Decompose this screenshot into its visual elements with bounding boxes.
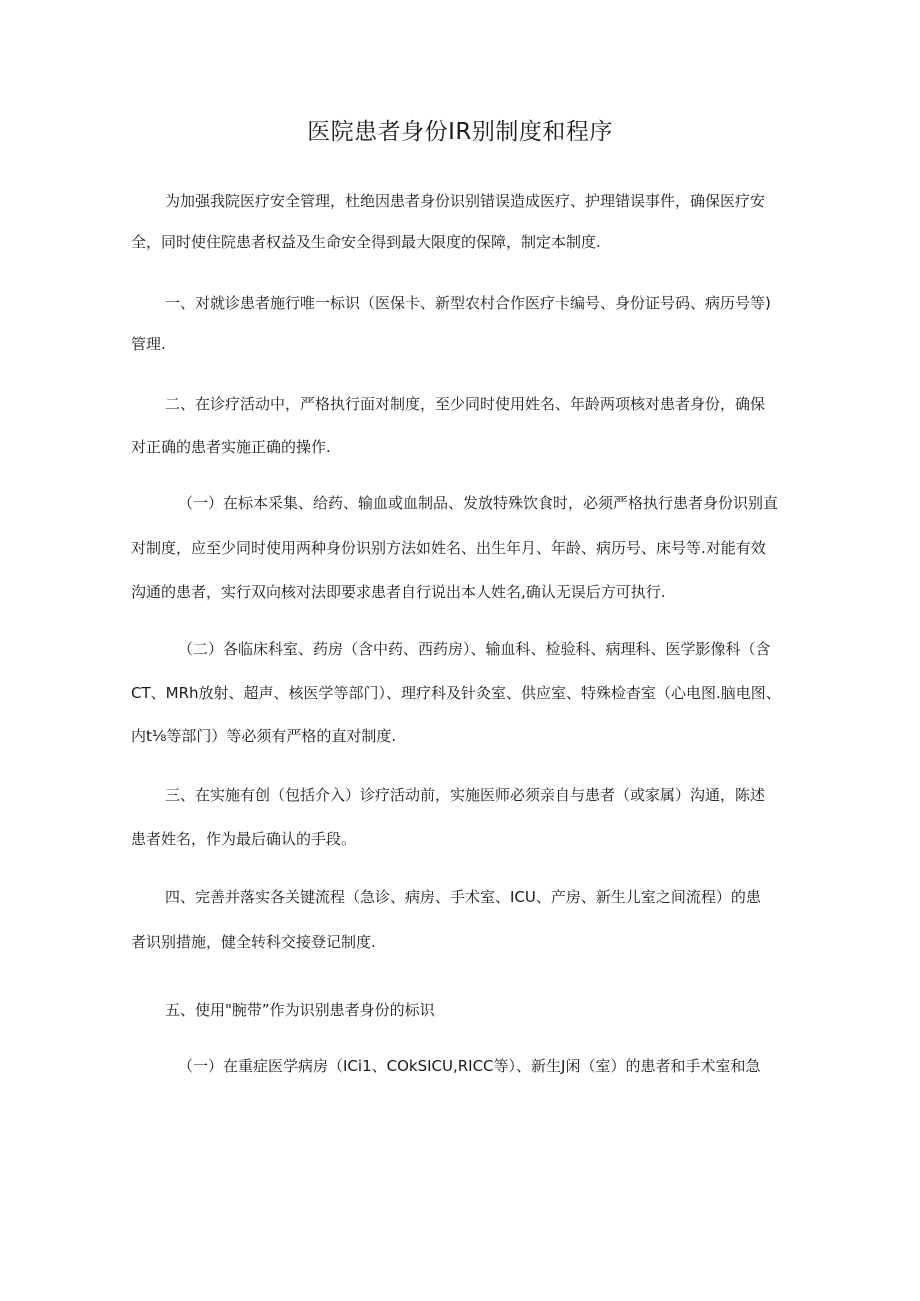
paragraph-line: 为加强我院医疗安全管理，杜绝因患者身份识别错误造成医疗、护理错误事件，确保医疗安	[165, 192, 766, 210]
paragraph-line: 内t⅛等部门）等必须有严格的直对制度.	[131, 727, 397, 745]
paragraph-line: 沟通的患者，实行双向核对法即要求患者自行说出本人姓名,确认无误后方可执行.	[131, 583, 666, 601]
paragraph-line: 三、在实施有创（包括介入）诊疗活动前，实施医师必须亲自与患者（或家属）沟通，陈述	[165, 786, 766, 804]
paragraph-line: 五、使用"腕带”作为识别患者身份的标识	[165, 1001, 435, 1019]
paragraph-line: 管理.	[131, 335, 166, 353]
paragraph-line: （二）各临床科室、药房（含中药、西药房）、输血科、检验科、病理科、医学影像科（含	[178, 640, 771, 658]
paragraph-line: CT、MRh放射、超声、核医学等部门）、理疗科及针灸室、供应室、特殊检杳室（心电图.脑电图、	[131, 684, 781, 702]
paragraph-line: 四、完善并落实各关键流程（急诊、病房、手术室、ICU、产房、新生儿室之间流程）的患	[165, 888, 761, 906]
paragraph-line: （一）在标本采集、给药、输血或血制品、发放特殊饮食时，必须严格执行患者身份识别直	[178, 494, 779, 512]
paragraph-line: 患者姓名，作为最后确认的手段。	[131, 830, 357, 848]
document-title: 医院患者身份IR别制度和程序	[307, 119, 613, 145]
paragraph-line: （一）在重症医学病房（ICi1、COkSICU,RICC等）、新生J闲（室）的患者和手术室和急	[178, 1057, 761, 1075]
paragraph-line: 一、对就诊患者施行唯一标识（医保卡、新型农村合作医疗卡编号、身份证号码、病历号等)	[165, 294, 771, 312]
paragraph-line: 者识别措施，健全转科交接登记制度.	[131, 933, 376, 951]
paragraph-line: 对正确的患者实施正确的操作.	[131, 438, 331, 456]
paragraph-line: 二、在诊疗活动中，严格执行面对制度，至少同时使用姓名、年龄两项核对患者身份，确保	[165, 395, 766, 413]
paragraph-line: 对制度，应至少同时使用两种身份识别方法如姓名、出生年月、年龄、病历号、床号等.对能有效	[131, 539, 766, 557]
paragraph-line: 全，同时使住院患者权益及生命安全得到最大限度的保障，制定本制度.	[131, 233, 601, 251]
